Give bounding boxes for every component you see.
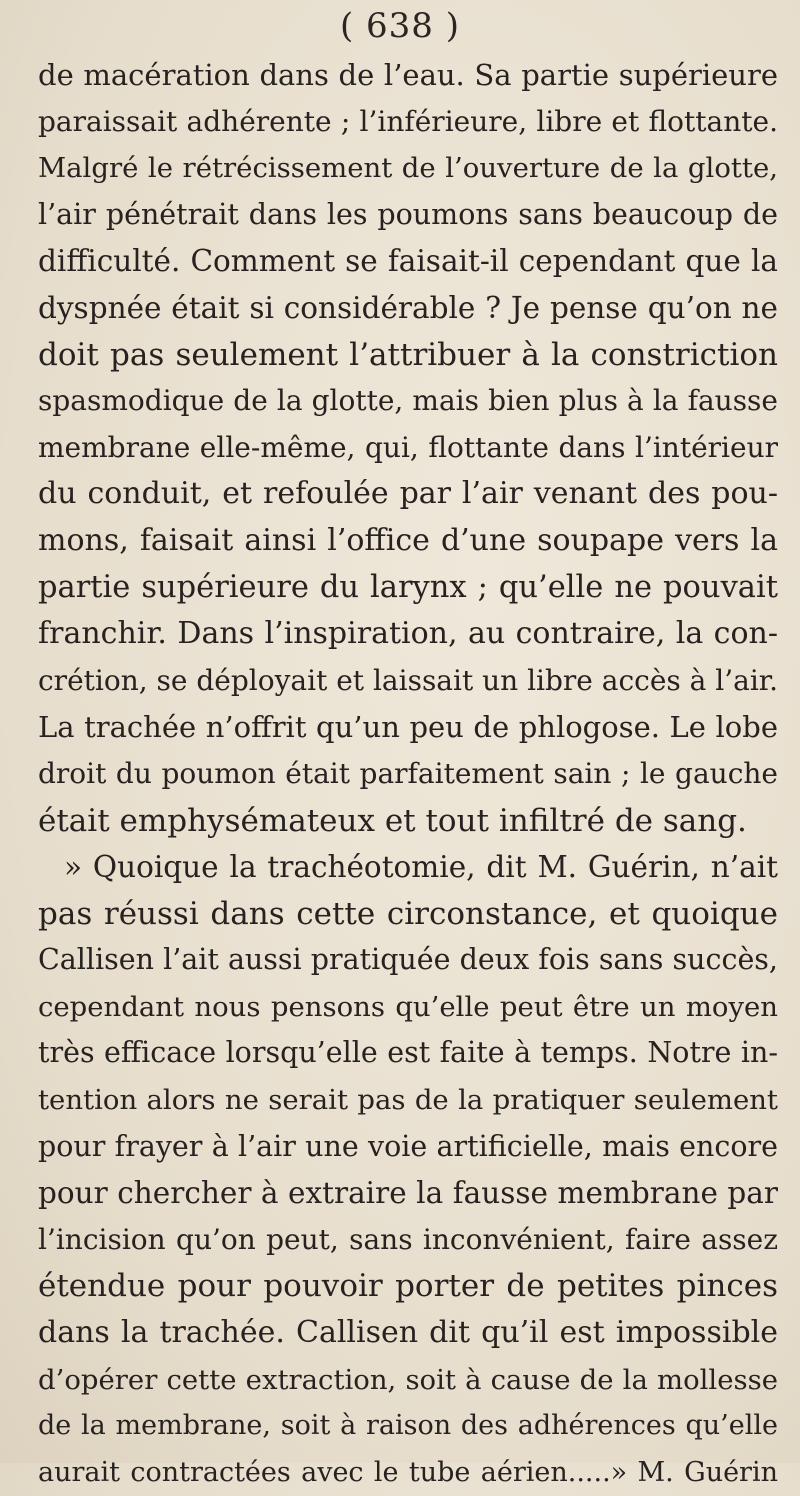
text-line: l’incision qu’on peut, sans inconvénient, faire assez bbox=[38, 1222, 778, 1256]
text-line: doit pas seulement l’attribuer à la constriction bbox=[38, 336, 778, 373]
text-line: Malgré le rétrécissement de l’ouverture de la glotte, bbox=[38, 152, 778, 185]
text-line: partie supérieure du larynx ; qu’elle ne pouvait bbox=[38, 569, 778, 605]
text-line: pour frayer à l’air une voie artificielle, mais encore bbox=[38, 1129, 778, 1163]
text-line: cependant nous pensons qu’elle peut être un moyen bbox=[38, 990, 778, 1023]
text-line: dans la trachée. Callisen dit qu’il est impossible bbox=[38, 1315, 778, 1351]
text-line: membrane elle-même, qui, flottante dans l’intérieur bbox=[38, 430, 778, 464]
text-line: aurait contractées avec le tube aérien.....» M. Guérin bbox=[38, 1456, 778, 1488]
text-line: pour chercher à extraire la fausse membrane par bbox=[38, 1176, 778, 1211]
text-line: Callisen l’ait aussi pratiquée deux fois sans succès, bbox=[38, 943, 778, 977]
body-text bbox=[38, 52, 778, 1496]
text-line: étendue pour pouvoir porter de petites pinces bbox=[38, 1268, 778, 1305]
paragraph-start-line: » Quoique la trachéotomie, dit M. Guérin, n’ait bbox=[64, 850, 778, 885]
text-line: La trachée n’offrit qu’un peu de phlogose. Le lobe bbox=[38, 710, 778, 745]
text-line: pas réussi dans cette circonstance, et quoique bbox=[38, 895, 778, 932]
page-number: ( 638 ) bbox=[339, 6, 461, 46]
text-line: dyspnée était si considérable ? Je pense qu’on ne bbox=[38, 290, 778, 325]
text-line: de la membrane, soit à raison des adhérences qu’elle bbox=[38, 1410, 778, 1442]
text-line: spasmodique de la glotte, mais bien plus à la fausse bbox=[38, 384, 778, 418]
text-line: l’air pénétrait dans les poumons sans beaucoup de bbox=[38, 197, 778, 231]
text-line: difficulté. Comment se faisait-il cependant que la bbox=[38, 244, 778, 279]
text-line: du conduit, et refoulée par l’air venant des pou- bbox=[38, 476, 778, 512]
text-line: très efficace lorsqu’elle est faite à temps. Notre in- bbox=[38, 1036, 778, 1070]
text-line: de macération dans de l’eau. Sa partie supérieure bbox=[38, 58, 778, 92]
text-line: tention alors ne serait pas de la pratiquer seulement bbox=[38, 1084, 778, 1117]
text-line: paraissait adhérente ; l’inférieure, libre et flottante. bbox=[38, 104, 778, 138]
text-line: franchir. Dans l’inspiration, au contraire, la con- bbox=[38, 616, 778, 652]
text-line: droit du poumon était parfaitement sain ; le gauche bbox=[38, 756, 778, 790]
paragraph-end-line: était emphysémateux et tout infiltré de sang. bbox=[38, 802, 747, 839]
text-line: mons, faisait ainsi l’office d’une soupape vers la bbox=[38, 522, 778, 558]
text-line: crétion, se déployait et laissait un libre accès à l’air. bbox=[38, 663, 778, 697]
text-line: d’opérer cette extraction, soit à cause de la mollesse bbox=[38, 1363, 778, 1396]
